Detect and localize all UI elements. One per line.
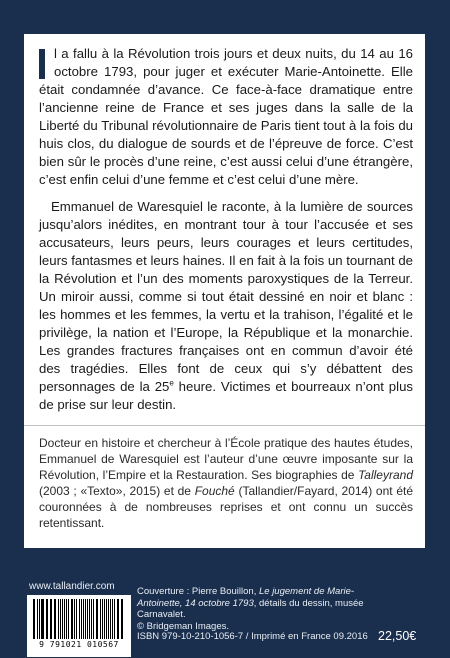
barcode-bar [102,599,103,639]
title-fouche: Fouché [194,484,235,498]
footer-area [0,548,450,658]
summary-paragraph-2 [39,198,413,414]
barcode-digits: 9 791021 010567 [39,640,119,649]
publisher-url[interactable]: www.tallandier.com [29,581,115,592]
barcode-bar [83,599,84,639]
barcode-bar [100,599,101,639]
drop-cap-i [39,49,45,79]
author-bio-text-a: Docteur en histoire et chercheur à l’École pratique des hautes études, Emmanuel de Waresquiel est l’auteur d’une œuvre imposante sur la Révolution, l’Empire et la Restauration. Ses biographies de [39,436,413,482]
superscript-e: e [169,378,174,388]
isbn-line: ISBN 979-10-210-1056-7 / Imprimé en France 09.2016 [137,631,368,642]
author-bio-text-b: (2003 ; «Texto», 2015) et de [39,484,195,498]
barcode-bar [62,599,63,639]
barcode-bar [76,599,77,639]
author-bio-text-c: (Tallandier/Fayard, 2014) ont été couronnées à de nombreuses reprises et ont connu un succès retentissant. [39,484,413,530]
summary-paragraph-1-text: l a fallu à la Révolution trois jours et deux nuits, du 14 au 16 octobre 1793, pour juger et exécuter Marie-Antoinette. Elle était condamnée d’avance. Ce face-à-face dramatique entre l’ancienne reine de France et ses juges dans la salle de la Liberté du Tribunal révolutionnaire de Paris tient tout à la fois du huis clos, du dialogue de sourds et de l’épreuve de force. C’est bien sûr le procès d’une reine, c’est aussi celui d’une étrangère, c’est enfin celui d’une femme et c’est celui d’une mère. [39,46,413,187]
barcode-bars [33,599,125,639]
barcode-bar [110,599,111,639]
barcode-bar [37,599,38,639]
summary-paragraph-2-end: heure. Victimes et bourreaux n’ont plus de prise sur leur destin. [39,379,413,412]
price: 22,50€ [378,629,417,643]
summary-paragraph-1 [39,45,413,189]
barcode-bar [121,599,122,639]
barcode [27,595,131,657]
barcode-bar [50,599,51,639]
barcode-bar [114,599,115,639]
barcode-bar [42,599,43,639]
author-bio [39,435,413,531]
credit-text-a: Couverture : Pierre Bouillon, [137,586,259,597]
barcode-bar [74,599,75,639]
barcode-bar [93,599,94,639]
barcode-bar [68,599,69,639]
back-cover-text-panel [24,34,425,548]
credit-artwork-title: Le jugement de Marie-Antoinette, 14 octobre 1793 [137,586,355,609]
cover-credits [137,586,387,632]
barcode-bar [47,599,48,639]
summary-paragraph-2-text: Emmanuel de Waresquiel le raconte, à la lumière de sources jusqu’alors inédites, en montrant tour à tour l’accusée et ses accusateurs, leurs peurs, leurs courages et leurs certitudes, leurs fantasmes et leurs haines. Il en fait à la fois un tournant de la Révolution et l’un des moments paroxystiques de la Terreur. Un miroir aussi, comme si tout était dessiné en noir et blanc : les hommes et les femmes, la vertu et la trahison, l’égalité et le privilège, la nation et l’Europe, la République et la monarchie. Les grandes fractures françaises ont en commun d’avoir été des tragédies. Elles font de ceux qui s’y débattent des personnages de la 25 [39,199,413,394]
credit-copyright: © Bridgeman Images. [137,620,230,632]
barcode-bar [58,599,59,639]
title-talleyrand: Talleyrand [358,468,413,482]
section-divider [24,425,425,426]
credit-text-b: , détails du dessin, musée Carnavalet. [137,597,364,620]
barcode-bar [89,599,90,639]
